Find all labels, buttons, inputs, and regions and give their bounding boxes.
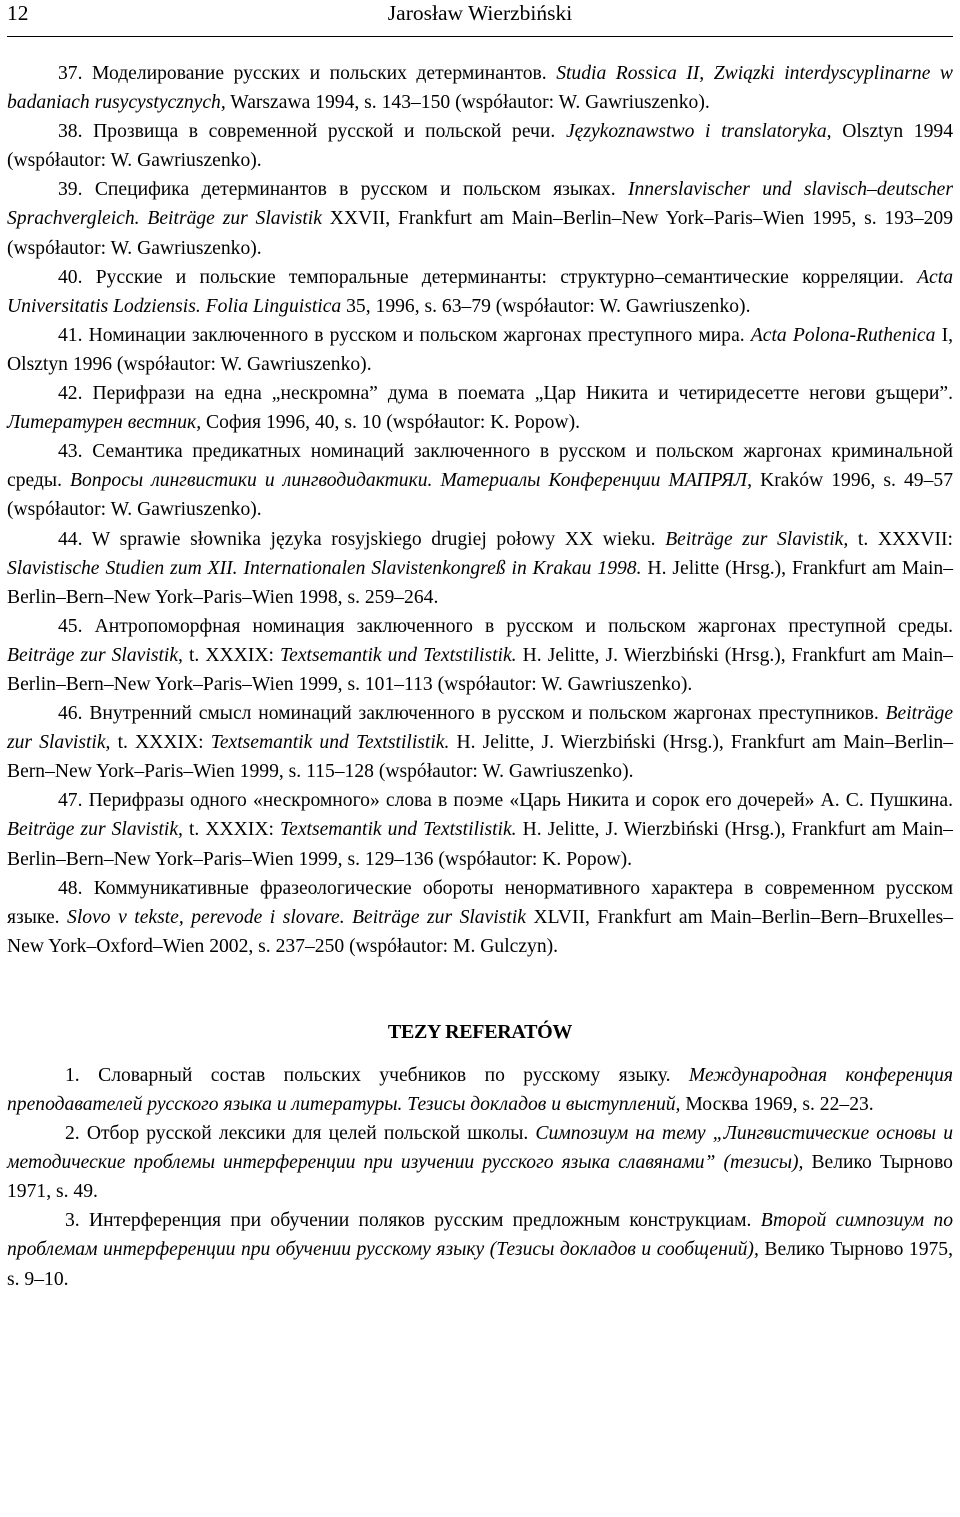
entry-source: Acta Universitatis Lodziensis. Folia Linguistica xyxy=(7,266,953,317)
entry-source: Slovo v tekste, perevode i slovare. Beiträge zur Slavistik xyxy=(67,906,526,928)
entry-details: H. Jelitte, J. Wierzbiński (Hrsg.), Frankfurt am Main–Berlin–Bern–New York–Paris–Wien 1999, s. 101–113 (współautor: W. Gawriuszenko). xyxy=(7,644,953,695)
entry-details: София 1996, 40, s. 10 (współautor: K. Popow). xyxy=(206,412,580,434)
entry-volume: t. XXXIX: xyxy=(117,732,204,754)
entry-title: Словарный состав польских учебников по русскому языку. xyxy=(98,1064,671,1086)
thesis-entry-3 xyxy=(7,1206,953,1293)
theses-list xyxy=(7,1061,953,1294)
entry-title: Прозвища в современной русской и польской речи. xyxy=(93,121,556,143)
bibliography-entry-40 xyxy=(7,263,953,321)
entry-number: 42. xyxy=(58,383,83,405)
entry-details: Велико Тырново 1971, s. 49. xyxy=(7,1152,953,1203)
entry-number: 44. xyxy=(58,528,83,550)
entry-volume: t. XXXVII: xyxy=(857,528,953,550)
thesis-entry-1 xyxy=(7,1061,953,1119)
entry-details: Москва 1969, s. 22–23. xyxy=(685,1094,874,1115)
entry-title: Перифразы одного «нескромного» слова в поэме «Царь Никита и сорок его дочерей» А. С. Пушкина. xyxy=(88,790,953,812)
entry-number: 39. xyxy=(58,179,83,201)
entry-title: Перифрази на една „нескромна” дума в поемата „Цар Никита и четиридесетте негови gъщери”. xyxy=(92,383,953,405)
entry-number: 38. xyxy=(58,121,83,143)
bibliography-entry-48 xyxy=(7,874,953,961)
entry-number: 45. xyxy=(58,615,83,637)
thesis-entry-2 xyxy=(7,1119,953,1206)
entry-number: 41. xyxy=(58,324,83,346)
entry-details: Olsztyn 1994 (współautor: W. Gawriuszenko). xyxy=(7,121,953,172)
running-head-author: Jarosław Wierzbiński xyxy=(387,1,573,25)
bibliography-entry-44 xyxy=(7,525,953,612)
entry-details: Warszawa 1994, s. 143–150 (współautor: W. Gawriuszenko). xyxy=(230,92,710,114)
entry-title: Коммуникативные фразеологические обороты ненормативного характера в современном русском языке. xyxy=(7,877,953,928)
entry-title: Интерференция при обучении поляков русским предложным конструкциам. xyxy=(89,1210,752,1232)
entry-title: Моделирование русских и польских детерминантов. xyxy=(92,63,547,84)
entry-source: Innerslavischer und slavisch–deutscher Sprachvergleich. Beiträge zur Slavistik xyxy=(7,179,954,230)
entry-number: 1. xyxy=(65,1064,80,1086)
running-header xyxy=(7,0,953,37)
entry-source: Beiträge zur Slavistik, xyxy=(665,528,849,550)
entry-title: Номинации заключенного в русском и польском жаргонах преступного мира. xyxy=(88,324,745,346)
entry-title: W sprawie słownika języka rosyjskiego drugiej połowy XX wieku. xyxy=(91,528,656,550)
entry-details: XXVII, Frankfurt am Main–Berlin–New York–Paris–Wien 1995, s. 193–209 (współautor: W. Gawriuszenko). xyxy=(7,208,954,259)
entry-details: H. Jelitte, J. Wierzbiński (Hrsg.), Frankfurt am Main–Berlin–Bern–New York–Paris–Wien 1999, s. 115–128 (współautor: W. Gawriuszenko). xyxy=(7,732,954,783)
entry-details: H. Jelitte, J. Wierzbiński (Hrsg.), Frankfurt am Main–Berlin–Bern–New York–Paris–Wien 1999, s. 129–136 (współautor: K. Popow). xyxy=(7,819,953,870)
entry-title: Семантика предикатных номинаций заключенного в русском и польском жаргонах криминальной среды. xyxy=(7,441,953,492)
entry-source: Международная конференция преподавателей русского языка и литературы. Тезисы докладов и выступлений, xyxy=(7,1064,954,1115)
entry-source: Studia Rossica II, Związki interdyscyplinarne w badaniach rusycystycznych, xyxy=(7,63,954,114)
bibliography-entry-41 xyxy=(7,321,953,379)
entry-source: Językoznawstwo i translatoryka, xyxy=(565,121,832,143)
entry-source: Вопросы лингвистики и лингводидактики. Материалы Конференции МАПРЯЛ, xyxy=(70,470,752,492)
bibliography-entry-46 xyxy=(7,699,953,786)
entry-series-title: Textsemantik und Textstilistik. xyxy=(280,644,517,666)
entry-source: Литературен вестник, xyxy=(7,412,202,434)
entry-number: 3. xyxy=(65,1210,80,1232)
entry-details: Велико Тырново 1975, s. 9–10. xyxy=(7,1239,953,1290)
entry-details: 35, 1996, s. 63–79 (współautor: W. Gawriuszenko). xyxy=(346,295,751,317)
entry-number: 2. xyxy=(65,1123,80,1145)
entry-source: Acta Polona-Ruthenica xyxy=(750,324,936,346)
section-title: TEZY REFERATÓW xyxy=(387,1020,573,1043)
entry-details: Kraków 1996, s. 49–57 (współautor: W. Gawriuszenko). xyxy=(7,470,953,521)
entry-number: 46. xyxy=(58,703,83,725)
bibliography-entry-37 xyxy=(7,59,953,117)
bibliography-entry-42 xyxy=(7,379,953,437)
entry-volume: t. XXXIX: xyxy=(188,819,274,841)
entry-number: 48. xyxy=(58,877,83,899)
entry-number: 37. xyxy=(58,63,83,84)
entry-title: Специфика детерминантов в русском и польском языках. xyxy=(94,179,616,201)
document-body xyxy=(7,59,953,1294)
entry-series-title: Slavistische Studien zum XII. Internationalen Slavistenkongreß in Krakau 1998. xyxy=(7,557,642,579)
bibliography-entry-47 xyxy=(7,786,953,873)
entry-details: I, Olsztyn 1996 (współautor: W. Gawriuszenko). xyxy=(7,324,954,375)
entry-series-title: Textsemantik und Textstilistik. xyxy=(210,732,450,754)
bibliography-entry-38 xyxy=(7,117,953,175)
entry-series-title: Textsemantik und Textstilistik. xyxy=(280,819,517,841)
entry-title: Внутренний смысл номинаций заключенного в русском и польском жаргонах преступников. xyxy=(89,703,879,725)
entry-source: Beiträge zur Slavistik, xyxy=(7,819,183,841)
bibliography-entry-45 xyxy=(7,612,953,699)
entry-details: H. Jelitte (Hrsg.), Frankfurt am Main–Berlin–Bern–New York–Paris–Wien 1998, s. 259–264. xyxy=(7,557,953,608)
entry-number: 40. xyxy=(58,266,83,288)
entry-source: Beiträge zur Slavistik, xyxy=(7,703,954,754)
bibliography-entry-43 xyxy=(7,437,953,524)
bibliography-entry-39 xyxy=(7,175,953,262)
entry-title: Русские и польские темпоральные детерминанты: структурно–семантические корреляции. xyxy=(95,266,904,288)
entry-number: 47. xyxy=(58,790,83,812)
publications-list xyxy=(7,59,953,961)
entry-source: Второй симпозиум по проблемам интерференции при обучении русскому языку (Тезисы докладов и сообщений), xyxy=(7,1210,954,1261)
entry-source: Симпозиум на тему „Лингвистические основы и методические проблемы интерференции при изучении русского языка славянами” (тезисы), xyxy=(7,1123,953,1174)
entry-details: XLVII, Frankfurt am Main–Berlin–Bern–Bruxelles–New York–Oxford–Wien 2002, s. 237–250 (współautor: M. Gulczyn). xyxy=(7,906,953,957)
page-number: 12 xyxy=(7,1,29,25)
entry-title: Антропоморфная номинация заключенного в русском и польском жаргонах преступной среды. xyxy=(94,615,954,637)
entry-source: Beiträge zur Slavistik, xyxy=(7,644,183,666)
entry-volume: t. XXXIX: xyxy=(188,644,274,666)
entry-number: 43. xyxy=(58,441,83,463)
entry-title: Отбор русской лексики для целей польской школы. xyxy=(86,1123,529,1145)
